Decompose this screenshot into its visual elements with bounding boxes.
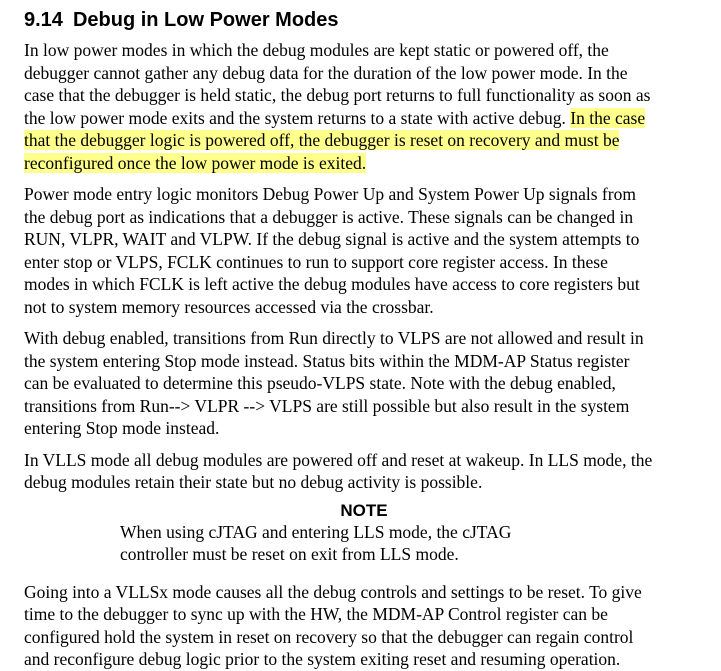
highlighted-text: that the debugger logic is powered off, the debugger is reset on recovery and must be (24, 130, 620, 150)
text-line: the debug port as indications that a debugger is active. These signals can be changed in (24, 206, 634, 227)
text-line: controller must be reset on exit from LLS mode. (120, 544, 459, 564)
text-line: case that the debugger is held static, the debug port returns to full functionality as soon as (24, 85, 651, 105)
text-line: debugger cannot gather any debug data for the duration of the low power mode. In the (24, 62, 628, 83)
text-line: Going into a VLLSx mode causes all the debug controls and settings to be reset. To give (24, 581, 642, 602)
paragraph-final (24, 581, 704, 671)
paragraph-1 (24, 39, 704, 174)
text-line: entering Stop mode instead. (24, 418, 220, 438)
text-line: and reconfigure debug logic prior to the system exiting reset and resuming operation. (24, 649, 621, 669)
text-line: When using cJTAG and entering LLS mode, the cJTAG (120, 521, 512, 542)
text-line: With debug enabled, transitions from Run directly to VLPS are not allowed and result in (24, 328, 644, 348)
paragraph-3 (24, 327, 704, 440)
note-body (120, 521, 704, 566)
text-line: Power mode entry logic monitors Debug Power Up and System Power Up signals from (24, 184, 636, 204)
text-line: the system entering Stop mode instead. Status bits within the MDM-AP Status register (24, 350, 630, 371)
text-line: modes in which FCLK is left active the debug modules have access to core registers but (24, 274, 640, 294)
text-line: not to system memory resources accessed via the crossbar. (24, 296, 434, 317)
note-heading: NOTE (340, 500, 388, 520)
text-line (24, 152, 704, 175)
text-line: enter stop or VLPS, FCLK continues to run to support core register access. In these (24, 251, 608, 272)
text-line: time to the debugger to sync up with the HW, the MDM-AP Control register can be (24, 604, 608, 624)
section-title: Debug in Low Power Modes (72, 9, 339, 31)
section-heading (24, 8, 704, 32)
document-page (24, 0, 704, 671)
text-line (24, 129, 704, 152)
text-line: transitions from Run--> VLPR --> VLPS are still possible but also result in the system (24, 395, 630, 416)
paragraph-2 (24, 183, 704, 318)
highlighted-text: In the case (570, 107, 646, 128)
text-line: In VLLS mode all debug modules are powered off and reset at wakeup. In LLS mode, the (24, 449, 653, 470)
text-line: the low power mode exits and the system returns to a state with active debug. In the case (24, 107, 646, 128)
highlighted-text: reconfigured once the low power mode is exited. (24, 152, 367, 173)
text-line: can be evaluated to determine this pseudo-VLPS state. Note with the debug enabled, (24, 373, 616, 393)
text-line: configured hold the system in reset on recovery so that the debugger can regain control (24, 626, 634, 647)
text-line: debug modules retain their state but no debug activity is possible. (24, 472, 483, 492)
text-line: In low power modes in which the debug modules are kept static or powered off, the (24, 40, 609, 60)
section-number: 9.14 (24, 9, 63, 31)
paragraph-4 (24, 449, 704, 494)
text-line: RUN, VLPR, WAIT and VLPW. If the debug signal is active and the system attempts to (24, 229, 640, 249)
